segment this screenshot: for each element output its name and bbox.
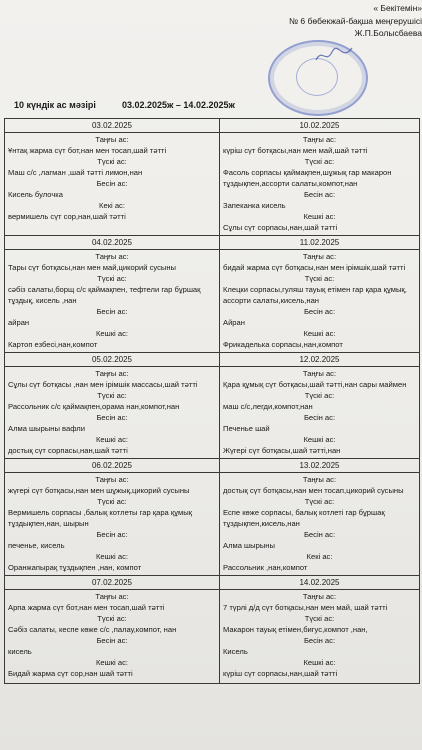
lunch-label: Түскі ас: (97, 274, 127, 283)
snack-dish: Алма шырыны (223, 541, 275, 550)
day-cell (5, 459, 220, 576)
breakfast-label: Таңғы ас: (302, 135, 337, 144)
breakfast-label: Таңғы ас: (302, 592, 337, 601)
lunch-dish: Вермишель сорпасы ,балық котлеты гар қара құмық тұздықпен,нан, шырын (8, 508, 192, 528)
snack-dish: Печенье шай (223, 424, 270, 433)
breakfast-dish: Ұнтақ жарма сүт бот,нан мен тосап,шай тәтті (8, 146, 167, 155)
dinner-dish: күріш сүт сорпасы,нан,шай тәтті (223, 669, 338, 678)
lunch-label: Түскі ас: (304, 391, 335, 400)
lunch-label: Түскі ас: (304, 157, 335, 166)
day-date: 12.02.2025 (220, 354, 419, 367)
lunch-label: Түскі ас: (304, 274, 335, 283)
menu-table (4, 118, 420, 684)
day-cell (5, 353, 220, 459)
dinner-dish: Сұлы сүт сорпасы,нан,шай тәтті (223, 223, 338, 232)
snack-dish: Кисель (223, 647, 248, 656)
snack-dish: Алма шырыны вафли (8, 424, 85, 433)
lunch-dish: Рассольник с/с қаймақпен,орама нан,компот,нан (8, 402, 180, 411)
day-cell (220, 236, 420, 353)
snack-label: Бесін ас: (303, 413, 336, 422)
lunch-dish: Макарон тауық етімен,бигус,компот ,нан, (223, 625, 368, 634)
snack-label: Бесін ас: (303, 530, 336, 539)
breakfast-dish: күріш сүт ботқасы,нан мен май,шай тәтті (223, 146, 368, 155)
menu-period: 03.02.2025ж – 14.02.2025ж (122, 100, 235, 110)
snack-label: Бесін ас: (303, 307, 336, 316)
menu-heading: 10 күндік ас мәзірі (14, 100, 96, 110)
approval-heading: « Бекітемін» (373, 3, 422, 13)
snack-dish: Кисель булочка (8, 190, 63, 199)
menu-row (5, 119, 420, 236)
breakfast-label: Таңғы ас: (302, 252, 337, 261)
dinner-label: Кешкі ас: (303, 329, 336, 338)
day-cell (5, 576, 220, 684)
lunch-label: Түскі ас: (304, 614, 335, 623)
breakfast-label: Таңғы ас: (95, 135, 129, 144)
lunch-dish: Сәбіз салаты, кеспе көже с/с ,палау,компот, нан (8, 625, 177, 634)
snack-label: Бесін ас: (96, 636, 128, 645)
lunch-dish: Маш с/с ,лагман ,шай тәтті лимон,нан (8, 168, 143, 177)
day-date: 14.02.2025 (220, 577, 419, 590)
dinner-label: Кешкі ас: (303, 212, 336, 221)
day-date: 07.02.2025 (5, 577, 219, 590)
dinner-label: Кешкі ас: (303, 435, 336, 444)
lunch-label: Түскі ас: (304, 497, 335, 506)
day-date: 06.02.2025 (5, 460, 219, 473)
day-date: 03.02.2025 (5, 120, 219, 133)
dinner-label: Кекі ас: (99, 201, 125, 210)
menu-row (5, 353, 420, 459)
dinner-dish: вермишель сүт сор,нан,шай тәтті (8, 212, 126, 221)
breakfast-dish: Арпа жарма сүт бот,нан мен тосап,шай тәтті (8, 603, 165, 612)
dinner-dish: Оранжапырақ тұздықпен ,нан, компот (8, 563, 142, 572)
handwritten-signature (314, 44, 354, 66)
lunch-dish: Клецки сорпасы,гуляш тауық етімен гар қара құмық, ассорти салаты,кисель,нан (223, 285, 407, 305)
day-cell (5, 119, 220, 236)
breakfast-dish: 7 түрлі д/д сүт ботқасы,нан мен май, шай тәтті (223, 603, 388, 612)
day-cell (220, 119, 420, 236)
breakfast-label: Таңғы ас: (95, 475, 129, 484)
dinner-dish: Рассольник ,нан,компот (223, 563, 308, 572)
dinner-label: Кешкі ас: (303, 658, 336, 667)
lunch-label: Түскі ас: (97, 391, 127, 400)
breakfast-dish: Сұлы сүт ботқасы ,нан мен ірімшік массасы,шай тәтті (8, 380, 198, 389)
day-cell (220, 459, 420, 576)
dinner-dish: Картоп езбесі,нан,компот (8, 340, 98, 349)
lunch-dish: Фасоль сорпасы қаймақпен,шұжық гар макарон тұздықпен,ассорти салаты,компот,нан (223, 168, 392, 188)
snack-dish: айран (8, 318, 30, 327)
breakfast-dish: достық сүт ботқасы,нан мен тосап,цикорий сусыны (223, 486, 404, 495)
menu-row (5, 459, 420, 576)
dinner-dish: достық сүт сорпасы,нан,шай тәтті (8, 446, 128, 455)
dinner-label: Кешкі ас: (96, 552, 128, 561)
dinner-dish: Фрикаделька сорпасы,нан,компот (223, 340, 343, 349)
day-cell (220, 576, 420, 684)
dinner-dish: Бидай жарма сүт сор,нан шай тәтті (8, 669, 133, 678)
snack-dish: печенье, кисель (8, 541, 65, 550)
snack-label: Бесін ас: (96, 413, 128, 422)
lunch-label: Түскі ас: (97, 157, 127, 166)
dinner-label: Кешкі ас: (96, 329, 128, 338)
approval-position: № 6 бөбекжай-бақша меңгерушісі (288, 15, 422, 26)
dinner-dish: Жүгері сүт ботқасы,шай тәтті,нан (223, 446, 341, 455)
snack-dish: Запеканка кисель (223, 201, 286, 210)
snack-label: Бесін ас: (96, 179, 128, 188)
breakfast-dish: бидай жарма сүт ботқасы,нан мен ірімшік,шай тәтті (223, 263, 406, 272)
approval-block (286, 2, 422, 40)
snack-dish: Айран (223, 318, 245, 327)
dinner-label: Кешкі ас: (96, 435, 128, 444)
breakfast-label: Таңғы ас: (302, 475, 337, 484)
dinner-label: Кекі ас: (306, 552, 333, 561)
day-date: 04.02.2025 (5, 237, 219, 250)
day-date: 10.02.2025 (220, 120, 419, 133)
breakfast-label: Таңғы ас: (95, 369, 129, 378)
lunch-label: Түскі ас: (97, 614, 127, 623)
lunch-dish: Еспе көже сорпасы, балық котлеті гар бұршақ тұздықпен,кисель,нан (223, 508, 385, 528)
lunch-dish: сәбіз салаты,борщ с/с қаймақпен, тефтели гар бұршақ тұздық, кисель ,нан (8, 285, 201, 305)
breakfast-dish: Тары сүт ботқасы,нан мен май,цикорий сусыны (8, 263, 177, 272)
day-date: 13.02.2025 (220, 460, 419, 473)
snack-label: Бесін ас: (96, 530, 128, 539)
breakfast-dish: Қара құмық сүт ботқасы,шай тәтті,нан сары маймен (223, 380, 407, 389)
day-cell (220, 353, 420, 459)
breakfast-label: Таңғы ас: (95, 592, 129, 601)
day-date: 11.02.2025 (220, 237, 419, 250)
snack-dish: кисель (8, 647, 32, 656)
snack-label: Бесін ас: (303, 636, 336, 645)
snack-label: Бесін ас: (96, 307, 128, 316)
snack-label: Бесін ас: (303, 190, 336, 199)
approval-name: Ж.П.Болысбаева (354, 28, 422, 38)
lunch-label: Түскі ас: (97, 497, 127, 506)
lunch-dish: маш с/с,легди,компот,нан (223, 402, 313, 411)
breakfast-label: Таңғы ас: (302, 369, 337, 378)
breakfast-dish: жүгері сүт ботқасы,нан мен шұжық,цикорий сусыны (8, 486, 190, 495)
breakfast-label: Таңғы ас: (95, 252, 129, 261)
menu-row (5, 236, 420, 353)
dinner-label: Кешкі ас: (96, 658, 128, 667)
day-cell (5, 236, 220, 353)
day-date: 05.02.2025 (5, 354, 219, 367)
menu-row (5, 576, 420, 684)
